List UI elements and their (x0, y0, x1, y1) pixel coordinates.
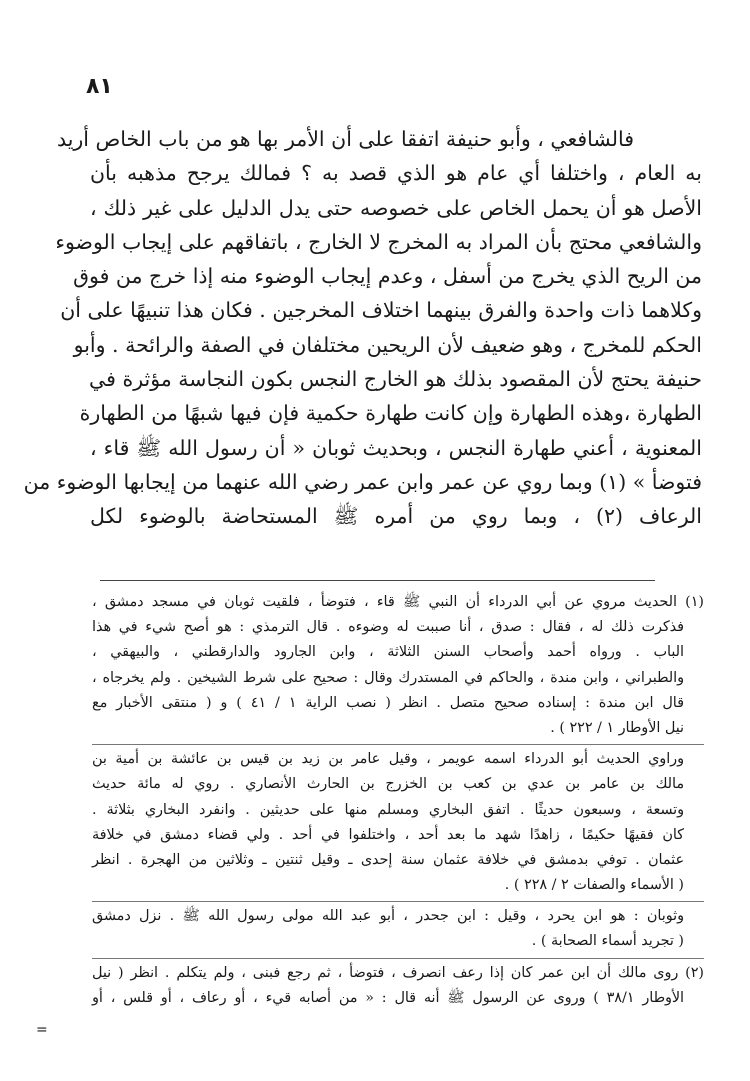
footnote-line: (١) الحديث مروي عن أبي الدرداء أن النبي ﷺ قاء ، فتوضأ ، فلقيت ثوبان في مسجد دمشق ، (92, 594, 704, 610)
body-line: فالشافعي ، وأبو حنيفة اتفقا على أن الأمر بها هو من باب الخاص أريد (56, 127, 634, 151)
body-line: الرعاف (٢) ، وبما روي من أمره ﷺ المستحاضة بالوضوء لكل (90, 504, 702, 529)
footnote-narrator-bio (92, 747, 704, 898)
footnote-line: كان فقيهًا حكيمًا ، زاهدًا شهد ما بعد أحد ، واختلفوا في أحد . ولي قضاء دمشق في خلافة (92, 826, 684, 843)
footnote-divider (92, 955, 704, 961)
body-line: فتوضأ » (١) وبما روي عن عمر وابن عمر رضي الله عنهما من إيجابها الوضوء من (23, 469, 702, 494)
footnote-line: عثمان . توفي بدمشق في خلافة عثمان سنة إحدى ـ وقيل ثنتين ـ وثلاثين من الهجرة . انظر (92, 851, 684, 868)
footnote-line: الباب . ورواه أحمد وأصحاب السنن الثلاثة ، وابن الجارود والدارقطني ، والبيهقي ، (92, 644, 684, 661)
footnote-line: وتسعة ، وسبعون حديثًا . اتفق البخاري ومسلم منها على حديثين . وانفرد البخاري بثلاثة . (92, 801, 684, 818)
main-text (23, 122, 702, 534)
footnote-1 (92, 590, 704, 741)
body-line: والشافعي محتج بأن المراد به المخرج لا الخارج ، باتفاقهم على إيجاب الوضوء (55, 229, 702, 254)
footnote-2 (92, 961, 704, 1011)
body-line: حنيفة يحتج لأن المقصود بذلك هو الخارج النجس بكون النجاسة مؤثرة في (89, 367, 702, 392)
body-line: الطهارة ،وهذه الطهارة وإن كانت طهارة حكمية فإن فيها شبهًا من الطهارة (79, 401, 702, 426)
footnote-line: فذكرت ذلك له ، فقال : صدق ، أنا صببت له وضوءه . قال الترمذي : هو أصح شيء في هذا (92, 619, 684, 636)
body-line: الأصل هو أن يحمل الخاص على خصوصه حتى يدل الدليل على غير ذلك ، (90, 195, 702, 220)
body-line: من الريح الذي يخرج من أسفل ، وعدم إيجاب الوضوء منه إذا خرج من فوق (73, 264, 702, 289)
body-line: المعنوية ، أعني طهارة النجس ، وبحديث ثوبان « أن رسول الله ﷺ قاء ، (90, 435, 702, 460)
body-line: الحكم للمخرج ، وهو ضعيف لأن الريحين مختلفان في الصفة والرائحة . وأبو (73, 332, 702, 357)
footnote-line: الأوطار ٣٨/١ ) وروى عن الرسول ﷺ أنه قال : « من أصابه قيء ، أو رعاف ، أو قلس ، أو (92, 989, 684, 1006)
footnote-line: نيل الأوطار ١ / ٢٢٢ ) . (550, 719, 684, 736)
footnote-divider (92, 898, 704, 904)
body-line: به العام ، واختلفا أي عام هو الذي قصد به ؟ فمالك يرجح مذهبه بأن (90, 161, 702, 186)
page-number: ٨١ (86, 74, 113, 99)
footnote-line: مالك بن عامر بن عدي بن كعب بن الخزرج بن الحارث الأنصاري . روي له مائة حديث (92, 776, 684, 793)
footnote-line: ( الأسماء والصفات ٢ / ٢٢٨ ) . (504, 877, 684, 894)
footnote-line: (٢) روى مالك أن ابن عمر كان إذا رعف انصرف ، فتوضأ ، ثم رجع فبنى ، ولم يتكلم . انظر ( نيل (92, 964, 704, 981)
footnote-line: والطبراني ، وابن مندة ، والحاكم في المستدرك وقال : صحيح على شرط الشيخين . ولم يخرجاه ، (92, 669, 684, 686)
footnote-line: ( تجريد أسماء الصحابة ) . (531, 933, 684, 950)
footnotes (92, 590, 704, 1011)
footnote-rule (100, 580, 655, 581)
margin-mark: = (36, 1022, 48, 1038)
footnote-line: وراوي الحديث أبو الدرداء اسمه عويمر ، وقيل عامر بن زيد بن قيس بن عائشة بن أمية بن (92, 751, 684, 768)
body-line: وكلاهما ذات واحدة والفرق بينهما اختلاف المخرجين . فكان هذا تنبيهًا على أن (60, 298, 702, 323)
footnote-line: وثوبان : هو ابن يحرد ، وقيل : ابن جحدر ، أبو عبد الله مولى رسول الله ﷺ . نزل دمشق (92, 908, 684, 925)
footnote-thawban-bio (92, 904, 704, 954)
footnote-divider (92, 741, 704, 747)
footnote-line: قال ابن مندة : إسناده صحيح متصل . انظر ( نصب الراية ١ / ٤١ ) و ( منتقى الأخبار مع (92, 694, 685, 711)
